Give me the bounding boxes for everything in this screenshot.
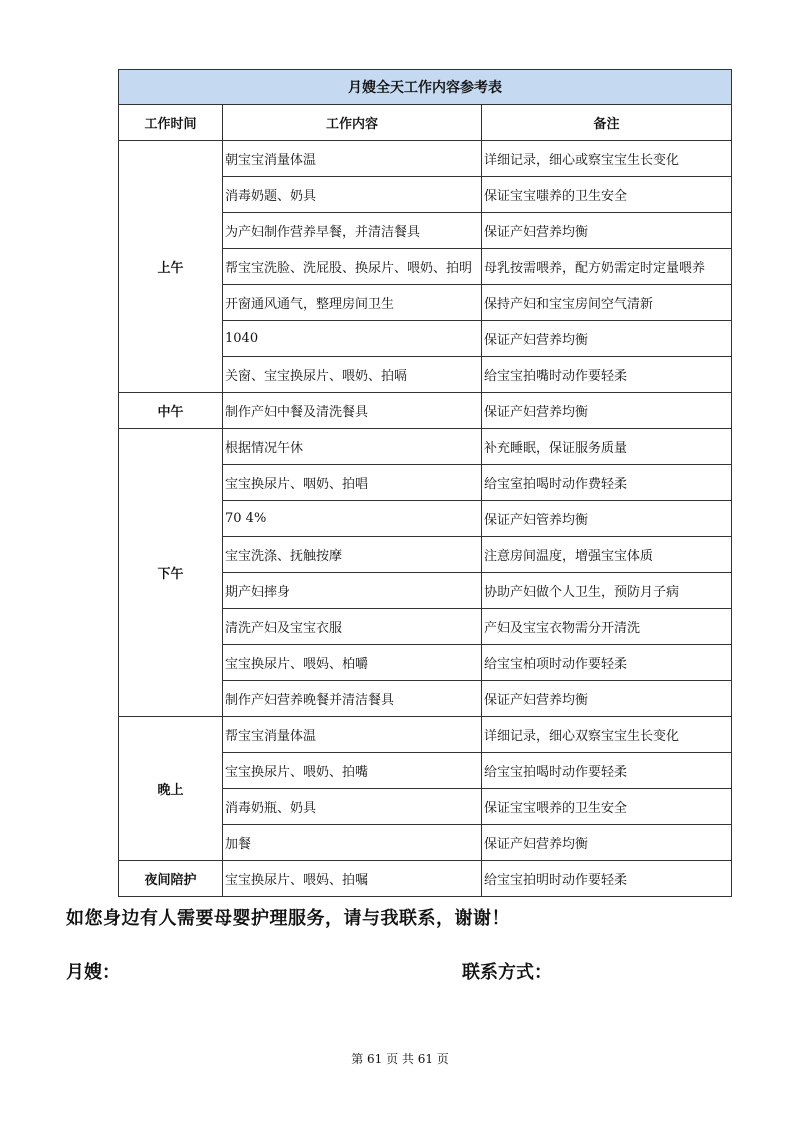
work-content-cell: 期产妇摔身 [223, 573, 482, 609]
table-row [119, 141, 732, 177]
header-content: 工作内容 [223, 105, 482, 141]
remarks-cell: 详细记录，细心或察宝宝生长变化 [482, 141, 732, 177]
remarks-cell: 保证产妇营养均衡 [482, 393, 732, 429]
work-content-cell: 为产妇制作营养早餐，并清洁餐具 [223, 213, 482, 249]
remarks-cell: 给宝宝柏项时动作要轻柔 [482, 645, 732, 681]
table-title-row [119, 70, 732, 105]
work-content-cell: 关窗、宝宝换尿片、喂奶、拍嗝 [223, 357, 482, 393]
contact-message: 如您身边有人需要母婴护理服务，请与我联系，谢谢！ [66, 908, 510, 929]
remarks-cell: 注意房间温度，增强宝宝体质 [482, 537, 732, 573]
remarks-cell: 产妇及宝宝衣物需分开清洗 [482, 609, 732, 645]
time-period-cell: 下午 [119, 429, 223, 717]
time-period-cell: 中午 [119, 393, 223, 429]
work-content-cell: 宝宝换尿片、咽奶、拍唱 [223, 465, 482, 501]
remarks-cell: 给宝宝拍嘴时动作要轻柔 [482, 357, 732, 393]
time-period-cell: 晚上 [119, 717, 223, 861]
work-content-cell: 开窗通风通气，整理房间卫生 [223, 285, 482, 321]
remarks-cell: 保证产妇营养均衡 [482, 681, 732, 717]
work-content-cell: 1040 [223, 321, 482, 357]
work-content-cell: 帮宝宝消量体温 [223, 717, 482, 753]
remarks-cell: 保证宝宝嗤养的卫生安全 [482, 177, 732, 213]
remarks-cell: 给宝宝拍喝时动作要轻柔 [482, 753, 732, 789]
table-title: 月嫂全天工作内容参考表 [119, 70, 732, 105]
table-row [119, 717, 732, 753]
time-period-cell: 夜间陪护 [119, 861, 223, 897]
work-content-cell: 宝宝洗涤、抚触按摩 [223, 537, 482, 573]
remarks-cell: 给宝室拍喝时动作费轻柔 [482, 465, 732, 501]
work-content-cell: 宝宝换尿片、喂妈、柏嚼 [223, 645, 482, 681]
work-content-cell: 消毒奶瓶、奶具 [223, 789, 482, 825]
table-row [119, 861, 732, 897]
remarks-cell: 保证宝宝喂养的卫生安全 [482, 789, 732, 825]
remarks-cell: 协助产妇做个人卫生，预防月子病 [482, 573, 732, 609]
work-content-cell: 朝宝宝消量体温 [223, 141, 482, 177]
contact-method-label: 联系方式： [462, 962, 552, 983]
work-content-cell: 加餐 [223, 825, 482, 861]
work-content-cell: 宝宝换尿片、喂妈、拍嘱 [223, 861, 482, 897]
work-content-cell: 宝宝换尿片、喂奶、拍嘴 [223, 753, 482, 789]
header-remarks: 备注 [482, 105, 732, 141]
time-period-cell: 上午 [119, 141, 223, 393]
work-content-cell: 70 4% [223, 501, 482, 537]
table-header-row [119, 105, 732, 141]
work-schedule-table [118, 69, 732, 897]
work-content-cell: 制作产妇中餐及清洗餐具 [223, 393, 482, 429]
table-row [119, 429, 732, 465]
remarks-cell: 保证产妇营养均衡 [482, 825, 732, 861]
remarks-cell: 母乳按需喂养，配方奶需定时定量喂养 [482, 249, 732, 285]
remarks-cell: 保证产妇营养均衡 [482, 321, 732, 357]
remarks-cell: 保证产妇营养均衡 [482, 213, 732, 249]
nanny-label: 月嫂： [66, 962, 120, 983]
work-content-cell: 制作产妇营养晚餐并清洁餐具 [223, 681, 482, 717]
work-content-cell: 消毒奶题、奶具 [223, 177, 482, 213]
table-row [119, 393, 732, 429]
work-content-cell: 清洗产妇及宝宝衣服 [223, 609, 482, 645]
header-time: 工作时间 [119, 105, 223, 141]
remarks-cell: 详细记录，细心双察宝宝生长变化 [482, 717, 732, 753]
remarks-cell: 给宝宝拍明时动作要轻柔 [482, 861, 732, 897]
work-content-cell: 根据情况午休 [223, 429, 482, 465]
remarks-cell: 补充睡眠，保证服务质量 [482, 429, 732, 465]
page-number: 第 61 页 共 61 页 [351, 1052, 449, 1066]
remarks-cell: 保持产妇和宝宝房间空气清新 [482, 285, 732, 321]
work-content-cell: 帮宝宝洗脸、洗屁股、换尿片、喂奶、拍明 [223, 249, 482, 285]
remarks-cell: 保证产妇管养均衡 [482, 501, 732, 537]
